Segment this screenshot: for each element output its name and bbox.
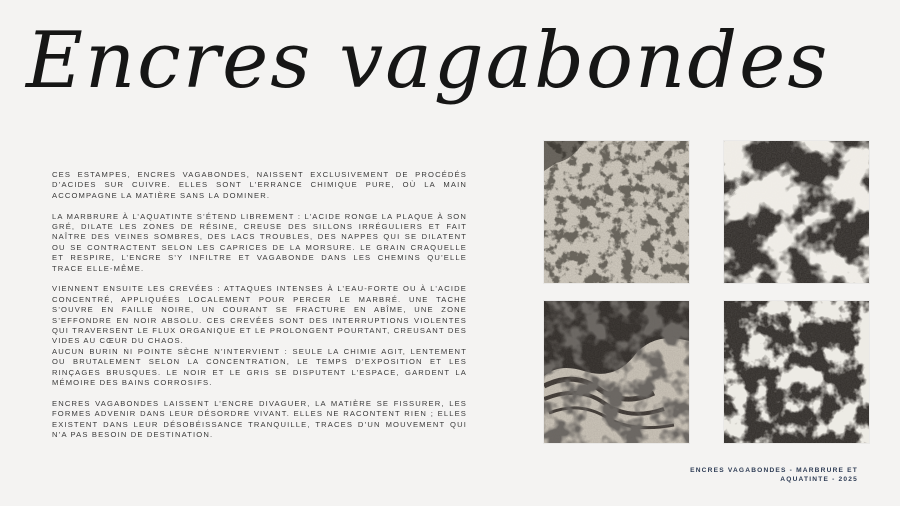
etching-image-2 [724,141,869,283]
footer-caption [658,466,858,484]
paragraph-crevees: VIENNENT ENSUITE LES CREVÉES : ATTAQUES INTENSES À L’EAU-FORTE OU À L’ACIDE CONCENTRÉ, APPLIQUÉES LOCALEMENT POUR PERCER LE MARBRÉ. UNE TACHE S’OUVRE EN FAILLE NOIRE, UN COURANT SE FRACTURE EN ABÎME, UNE ZONE S’EFFONDRE EN NOIR ABSOLU. CES CREVÉES SONT DES INTERRUPTIONS VIOLENTES QUI TRAVERSENT LE FLUX ORGANIQUE ET LE PROLONGENT POURTANT, CREUSANT DES VIDES AU CŒUR DU CHAOS. [52,284,467,346]
paragraph-conclusion: ENCRES VAGABONDES LAISSENT L’ENCRE DIVAGUER, LA MATIÈRE SE FISSURER, LES FORMES ADVENIR DANS LEUR DÉSORDRE VIVANT. ELLES NE RACONTENT RIEN ; ELLES EXISTENT DANS LEUR DÉSOBÉISSANCE TRANQUILLE, TRACES D’UN MOUVEMENT QUI N’A PAS BESOIN DE DESTINATION. [52,398,467,440]
paragraph-chimie: AUCUN BURIN NI POINTE SÈCHE N’INTERVIENT : SEULE LA CHIMIE AGIT, LENTEMENT OU BRUTALEMENT SELON LA CONCENTRATION, LE TEMPS D’EXPOSITION ET LES RINÇAGES BRUSQUES. LE NOIR ET LE GRIS SE DISPUTENT L’ESPACE, GARDENT LA MÉMOIRE DES BAINS CORROSIFS. [52,346,467,388]
etching-print-2 [724,141,869,283]
etching-image-1 [544,141,689,283]
paragraph-marbrure: LA MARBRURE À L’AQUATINTE S’ÉTEND LIBREMENT : L’ACIDE RONGE LA PLAQUE À SON GRÉ, DILATE LES ZONES DE RÉSINE, CREUSE DES SILLONS IRRÉGULIERS ET FAIT NAÎTRE DES VEINES SOMBRES, DES LACS TROUBLES, DES NAPPES QUI SE DILATENT OU SE CONTRACTENT SELON LES CAPRICES DE LA MORSURE. LE GRAIN CRAQUELLE ET RESPIRE, L’ENCRE S’Y INFILTRE ET VAGABONDE DANS LES CHEMINS QU’ELLE TRACE ELLE-MÊME. [52,211,467,273]
footer-line-1: ENCRES VAGABONDES - MARBRURE ET [690,467,858,474]
footer-line-2: AQUATINTE - 2025 [780,476,858,483]
etching-image-3 [544,301,689,443]
etching-print-3 [544,301,689,443]
etching-print-4 [724,301,869,443]
etching-print-1 [544,141,689,283]
paragraph-intro: CES ESTAMPES, ENCRES VAGABONDES, NAISSENT EXCLUSIVEMENT DE PROCÉDÉS D’ACIDES SUR CUIVRE. ELLES SONT L’ERRANCE CHIMIQUE PURE, OÙ LA MAIN ACCOMPAGNE LA MATIÈRE SANS LA DOMINER. [52,170,467,200]
etching-image-4 [724,301,869,443]
description-text [52,170,467,451]
page-title: Encres vagabondes [26,16,830,106]
